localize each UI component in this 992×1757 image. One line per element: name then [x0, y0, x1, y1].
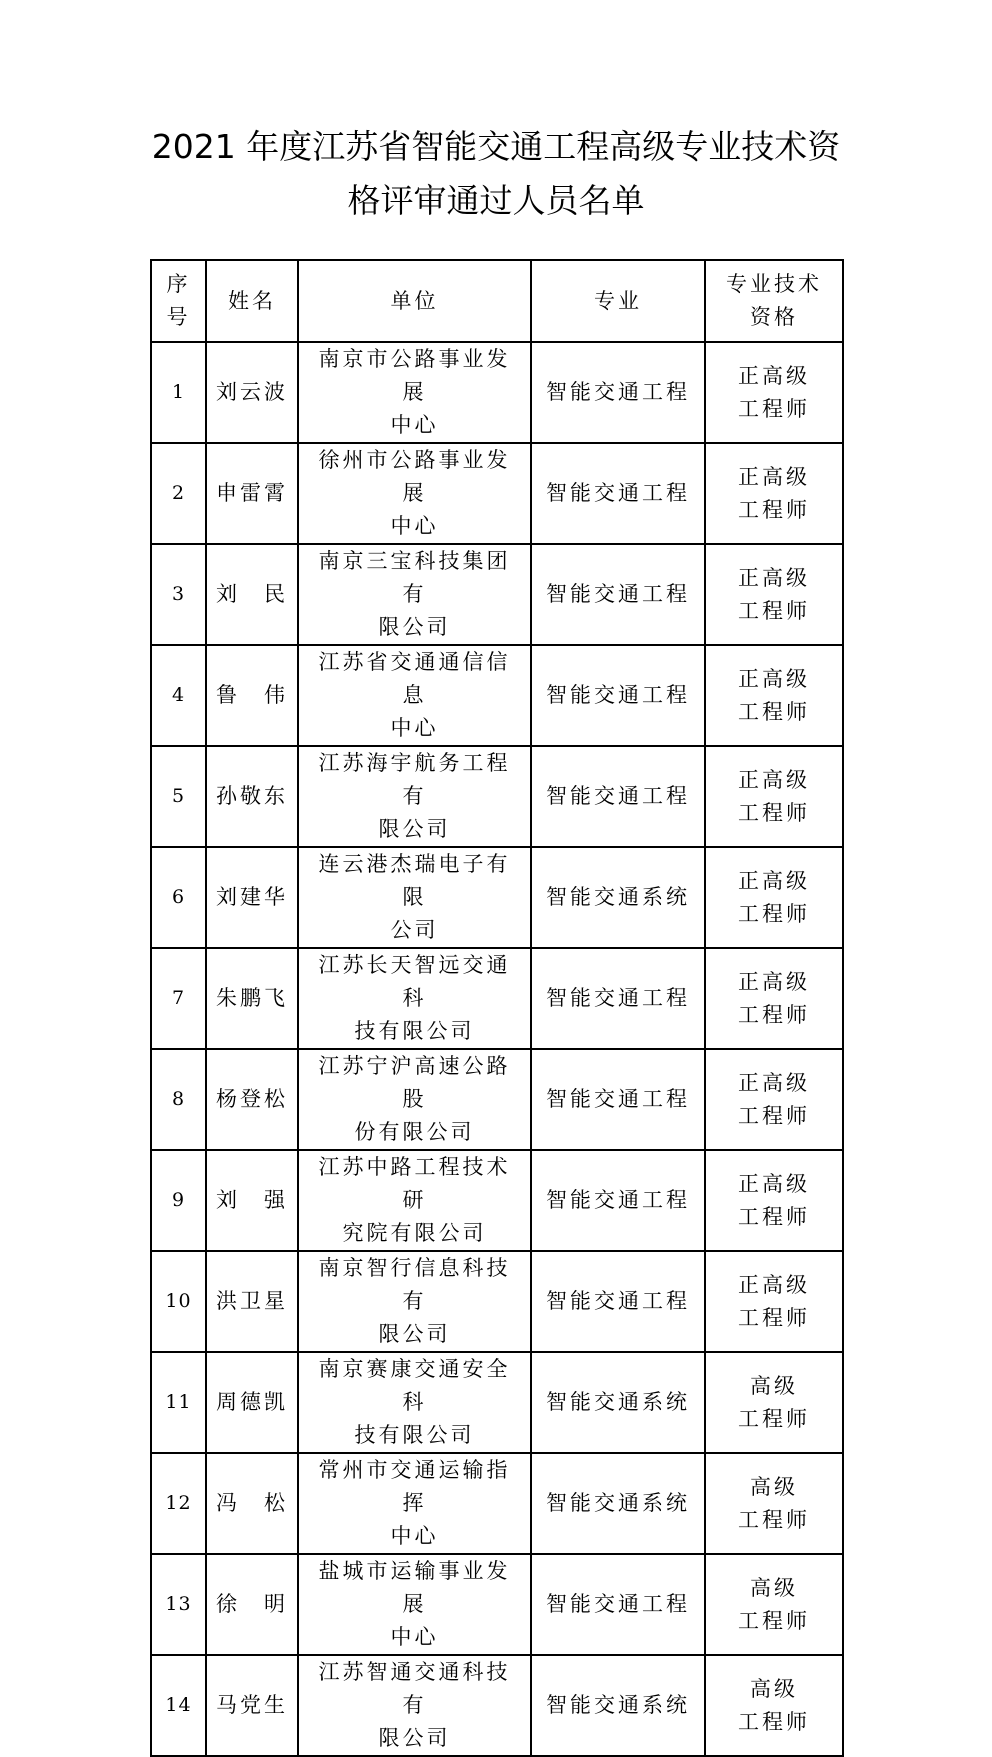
- cell-qualification: [705, 1655, 843, 1756]
- unit-line-2: 中心: [390, 514, 439, 538]
- cell-name: 刘建华: [206, 847, 298, 948]
- cell-qualification: [705, 1453, 843, 1554]
- qual-line-1: 正高级: [738, 666, 810, 691]
- cell-major: 智能交通系统: [531, 1655, 705, 1756]
- cell-major: 智能交通工程: [531, 1150, 705, 1251]
- cell-seq: 4: [151, 645, 206, 746]
- table-row: [151, 544, 843, 645]
- cell-name: 刘 强: [206, 1150, 298, 1251]
- qual-line-2: 工程师: [738, 497, 810, 522]
- header-unit: 单位: [298, 260, 531, 342]
- qual-line-2: 工程师: [738, 1204, 810, 1229]
- cell-major: 智能交通工程: [531, 342, 705, 443]
- document-title: [0, 120, 992, 228]
- table-header-row: [151, 260, 843, 342]
- qual-line-1: 高级: [750, 1575, 798, 1600]
- unit-line-1: 江苏省交通通信信息: [318, 650, 511, 707]
- unit-line-2: 限公司: [378, 1726, 451, 1750]
- cell-qualification: [705, 1049, 843, 1150]
- table-row: [151, 1554, 843, 1655]
- unit-line-1: 南京三宝科技集团有: [318, 549, 511, 606]
- cell-major: 智能交通工程: [531, 1251, 705, 1352]
- cell-qualification: [705, 847, 843, 948]
- unit-line-1: 江苏宁沪高速公路股: [318, 1054, 511, 1111]
- cell-seq: 7: [151, 948, 206, 1049]
- cell-name: 朱鹏飞: [206, 948, 298, 1049]
- qual-line-1: 高级: [750, 1676, 798, 1701]
- table-row: [151, 443, 843, 544]
- unit-line-1: 盐城市运输事业发展: [318, 1559, 511, 1616]
- qual-line-1: 正高级: [738, 1171, 810, 1196]
- qual-line-2: 工程师: [738, 396, 810, 421]
- table-row: [151, 1655, 843, 1756]
- cell-qualification: [705, 544, 843, 645]
- table-row: [151, 746, 843, 847]
- cell-seq: 5: [151, 746, 206, 847]
- qual-line-2: 工程师: [738, 699, 810, 724]
- qual-line-1: 正高级: [738, 767, 810, 792]
- cell-unit: [298, 1150, 531, 1251]
- header-name: 姓名: [206, 260, 298, 342]
- cell-unit: [298, 1453, 531, 1554]
- unit-line-2: 限公司: [378, 817, 451, 841]
- cell-seq: 8: [151, 1049, 206, 1150]
- unit-line-1: 江苏智通交通科技有: [318, 1660, 511, 1717]
- qual-line-2: 工程师: [738, 598, 810, 623]
- cell-name: 马党生: [206, 1655, 298, 1756]
- unit-line-2: 公司: [390, 918, 439, 942]
- title-line-2: 格评审通过人员名单: [347, 181, 645, 220]
- qual-line-1: 高级: [750, 1373, 798, 1398]
- cell-major: 智能交通系统: [531, 1453, 705, 1554]
- cell-seq: 9: [151, 1150, 206, 1251]
- qual-line-1: 高级: [750, 1474, 798, 1499]
- qual-line-2: 工程师: [738, 1709, 810, 1734]
- cell-name: 徐 明: [206, 1554, 298, 1655]
- cell-name: 申雷霄: [206, 443, 298, 544]
- cell-unit: [298, 1251, 531, 1352]
- qual-line-2: 工程师: [738, 1103, 810, 1128]
- cell-seq: 14: [151, 1655, 206, 1756]
- cell-name: 周德凯: [206, 1352, 298, 1453]
- table-row: [151, 1453, 843, 1554]
- table-row: [151, 1251, 843, 1352]
- qual-line-1: 正高级: [738, 969, 810, 994]
- unit-line-2: 中心: [390, 716, 439, 740]
- cell-major: 智能交通工程: [531, 1554, 705, 1655]
- cell-unit: [298, 847, 531, 948]
- roster-table: [150, 259, 844, 1757]
- header-major: 专业: [531, 260, 705, 342]
- cell-name: 孙敬东: [206, 746, 298, 847]
- cell-unit: [298, 948, 531, 1049]
- table-body: [151, 342, 843, 1756]
- qual-line-2: 工程师: [738, 1507, 810, 1532]
- cell-name: 刘云波: [206, 342, 298, 443]
- unit-line-2: 中心: [390, 1625, 439, 1649]
- qual-line-1: 正高级: [738, 363, 810, 388]
- cell-unit: [298, 1554, 531, 1655]
- cell-name: 洪卫星: [206, 1251, 298, 1352]
- qual-line-2: 工程师: [738, 1608, 810, 1633]
- cell-unit: [298, 443, 531, 544]
- cell-major: 智能交通工程: [531, 544, 705, 645]
- qual-line-2: 工程师: [738, 1002, 810, 1027]
- cell-qualification: [705, 746, 843, 847]
- table-row: [151, 645, 843, 746]
- cell-name: 冯 松: [206, 1453, 298, 1554]
- cell-seq: 13: [151, 1554, 206, 1655]
- unit-line-1: 常州市交通运输指挥: [318, 1458, 511, 1515]
- cell-qualification: [705, 1150, 843, 1251]
- cell-unit: [298, 645, 531, 746]
- table-row: [151, 847, 843, 948]
- unit-line-2: 限公司: [378, 1322, 451, 1346]
- unit-line-2: 技有限公司: [354, 1019, 475, 1043]
- cell-major: 智能交通系统: [531, 1352, 705, 1453]
- cell-major: 智能交通系统: [531, 847, 705, 948]
- unit-line-2: 份有限公司: [354, 1120, 475, 1144]
- cell-seq: 11: [151, 1352, 206, 1453]
- unit-line-1: 南京智行信息科技有: [318, 1256, 511, 1313]
- qual-line-2: 工程师: [738, 1406, 810, 1431]
- cell-name: 刘 民: [206, 544, 298, 645]
- table-row: [151, 342, 843, 443]
- cell-qualification: [705, 948, 843, 1049]
- unit-line-2: 技有限公司: [354, 1423, 475, 1447]
- unit-line-2: 中心: [390, 1524, 439, 1548]
- cell-seq: 1: [151, 342, 206, 443]
- qual-line-1: 正高级: [738, 464, 810, 489]
- qual-line-2: 工程师: [738, 1305, 810, 1330]
- unit-line-1: 江苏海宇航务工程有: [318, 751, 511, 808]
- cell-qualification: [705, 1251, 843, 1352]
- cell-unit: [298, 1049, 531, 1150]
- cell-unit: [298, 544, 531, 645]
- cell-qualification: [705, 443, 843, 544]
- cell-qualification: [705, 342, 843, 443]
- table-row: [151, 1150, 843, 1251]
- title-line-1: 2021 年度江苏省智能交通工程高级专业技术资: [151, 127, 841, 166]
- cell-major: 智能交通工程: [531, 443, 705, 544]
- qual-line-1: 正高级: [738, 1070, 810, 1095]
- qual-line-1: 正高级: [738, 1272, 810, 1297]
- cell-unit: [298, 1655, 531, 1756]
- header-seq: 序 号: [151, 260, 206, 342]
- cell-major: 智能交通工程: [531, 948, 705, 1049]
- unit-line-1: 江苏中路工程技术研: [318, 1155, 511, 1212]
- unit-line-1: 连云港杰瑞电子有限: [318, 852, 511, 909]
- table-row: [151, 948, 843, 1049]
- cell-seq: 12: [151, 1453, 206, 1554]
- cell-seq: 3: [151, 544, 206, 645]
- cell-name: 杨登松: [206, 1049, 298, 1150]
- cell-major: 智能交通工程: [531, 645, 705, 746]
- unit-line-1: 徐州市公路事业发展: [318, 448, 511, 505]
- unit-line-1: 南京市公路事业发展: [318, 347, 511, 404]
- cell-qualification: [705, 1554, 843, 1655]
- cell-qualification: [705, 645, 843, 746]
- cell-major: 智能交通工程: [531, 1049, 705, 1150]
- qual-line-1: 正高级: [738, 565, 810, 590]
- unit-line-1: 江苏长天智远交通科: [318, 953, 511, 1010]
- qual-line-2: 工程师: [738, 800, 810, 825]
- cell-unit: [298, 746, 531, 847]
- unit-line-2: 究院有限公司: [342, 1221, 487, 1245]
- unit-line-2: 限公司: [378, 615, 451, 639]
- table-row: [151, 1049, 843, 1150]
- qual-line-1: 正高级: [738, 868, 810, 893]
- cell-seq: 6: [151, 847, 206, 948]
- unit-line-1: 南京赛康交通安全科: [318, 1357, 511, 1414]
- cell-name: 鲁 伟: [206, 645, 298, 746]
- cell-seq: 2: [151, 443, 206, 544]
- cell-major: 智能交通工程: [531, 746, 705, 847]
- cell-unit: [298, 342, 531, 443]
- header-qualification: 专业技术 资格: [705, 260, 843, 342]
- qual-line-2: 工程师: [738, 901, 810, 926]
- unit-line-2: 中心: [390, 413, 439, 437]
- cell-seq: 10: [151, 1251, 206, 1352]
